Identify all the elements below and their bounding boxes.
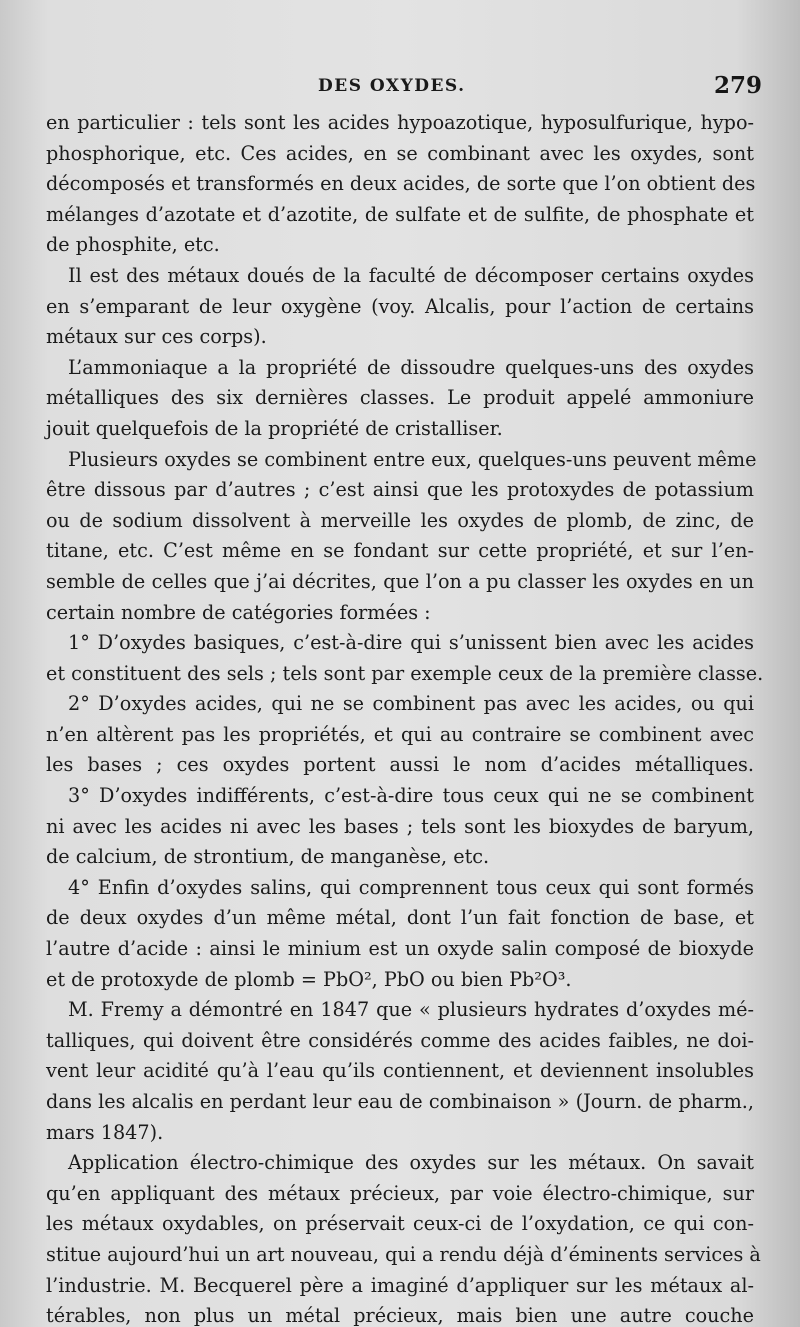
page-header <box>48 72 768 106</box>
text-line: de calcium, de strontium, de manganèse, etc. <box>46 845 490 869</box>
text-line: talliques, qui doivent être considérés comme des acides faibles, ne doi- <box>46 1028 754 1052</box>
text-line: certain nombre de catégories formées : <box>46 600 431 624</box>
text-line: et constituent des sels ; tels sont par exemple ceux de la première classe. <box>46 661 764 685</box>
page-body <box>46 108 764 1327</box>
text-line: 3° D’oxydes indifférents, c’est-à-dire tous ceux qui ne se combinent <box>68 784 754 808</box>
text-line: térables, non plus un métal précieux, mais bien une autre couche <box>46 1304 754 1327</box>
text-line: M. Fremy a démontré en 1847 que « plusieurs hydrates d’oxydes mé- <box>68 998 754 1022</box>
text-line: jouit quelquefois de la propriété de cristalliser. <box>46 416 503 440</box>
text-line: qu’en appliquant des métaux précieux, par voie électro-chimique, sur <box>46 1181 754 1205</box>
text-line: l’autre d’acide : ainsi le minium est un oxyde salin composé de bioxyde <box>46 937 754 961</box>
text-line: ni avec les acides ni avec les bases ; tels sont les bioxydes de baryum, <box>46 814 754 838</box>
text-line: mars 1847). <box>46 1120 164 1144</box>
text-line: de phosphite, etc. <box>46 233 220 257</box>
text-line: semble de celles que j’ai décrites, que l’on a pu classer les oxydes en un <box>46 569 754 593</box>
text-line: mélanges d’azotate et d’azotite, de sulfate et de sulfite, de phosphate et <box>46 202 754 226</box>
text-line: métalliques des six dernières classes. Le produit appelé ammoniure <box>46 386 754 410</box>
text-line: métaux sur ces corps). <box>46 325 267 349</box>
text-line: en s’emparant de leur oxygène (voy. Alcalis, pour l’action de certains <box>46 294 754 318</box>
running-title: DES OXYDES. <box>318 76 466 96</box>
page-number: 279 <box>713 72 762 99</box>
text-line: phosphorique, etc. Ces acides, en se combinant avec les oxydes, sont <box>46 141 754 165</box>
text-line: n’en altèrent pas les propriétés, et qui au contraire se combinent avec <box>46 722 754 746</box>
text-line: les bases ; ces oxydes portent aussi le nom d’acides métalliques. <box>46 753 754 777</box>
text-line: et de protoxyde de plomb = PbO², PbO ou bien Pb²O³. <box>46 967 572 991</box>
text-line: vent leur acidité qu’à l’eau qu’ils contiennent, et deviennent insolubles <box>46 1059 754 1083</box>
text-line: décomposés et transformés en deux acides, de sorte que l’on obtient des <box>46 172 756 196</box>
text-line: Il est des métaux doués de la faculté de décomposer certains oxydes <box>68 263 754 287</box>
text-line: 1° D’oxydes basiques, c’est-à-dire qui s’unissent bien avec les acides <box>68 631 754 655</box>
text-line: 2° D’oxydes acides, qui ne se combinent pas avec les acides, ou qui <box>68 692 754 716</box>
text-line: ou de sodium dissolvent à merveille les oxydes de plomb, de zinc, de <box>46 508 754 532</box>
text-line: l’industrie. M. Becquerel père a imaginé d’appliquer sur les métaux al- <box>46 1273 754 1297</box>
text-line: dans les alcalis en perdant leur eau de combinaison » (Journ. de pharm., <box>46 1090 754 1113</box>
text-line: les métaux oxydables, on préservait ceux-ci de l’oxydation, ce qui con- <box>46 1212 754 1236</box>
text-line: stitue aujourd’hui un art nouveau, qui a rendu déjà d’éminents services à <box>46 1242 761 1266</box>
text-line: être dissous par d’autres ; c’est ainsi que les protoxydes de potassium <box>46 478 754 502</box>
text-line: en particulier : tels sont les acides hypoazotique, hyposulfurique, hypo- <box>46 111 754 134</box>
text-line: titane, etc. C’est même en se fondant sur cette propriété, et sur l’en- <box>46 539 754 563</box>
text-line: 4° Enfin d’oxydes salins, qui comprennent tous ceux qui sont formés <box>68 875 754 899</box>
text-line: L’ammoniaque a la propriété de dissoudre quelques-uns des oxydes <box>68 355 754 379</box>
text-line: de deux oxydes d’un même métal, dont l’un fait fonction de base, et <box>46 906 754 930</box>
text-line: Plusieurs oxydes se combinent entre eux, quelques-uns peuvent même <box>68 447 757 471</box>
text-line: Application électro-chimique des oxydes sur les métaux. On savait <box>68 1151 754 1175</box>
